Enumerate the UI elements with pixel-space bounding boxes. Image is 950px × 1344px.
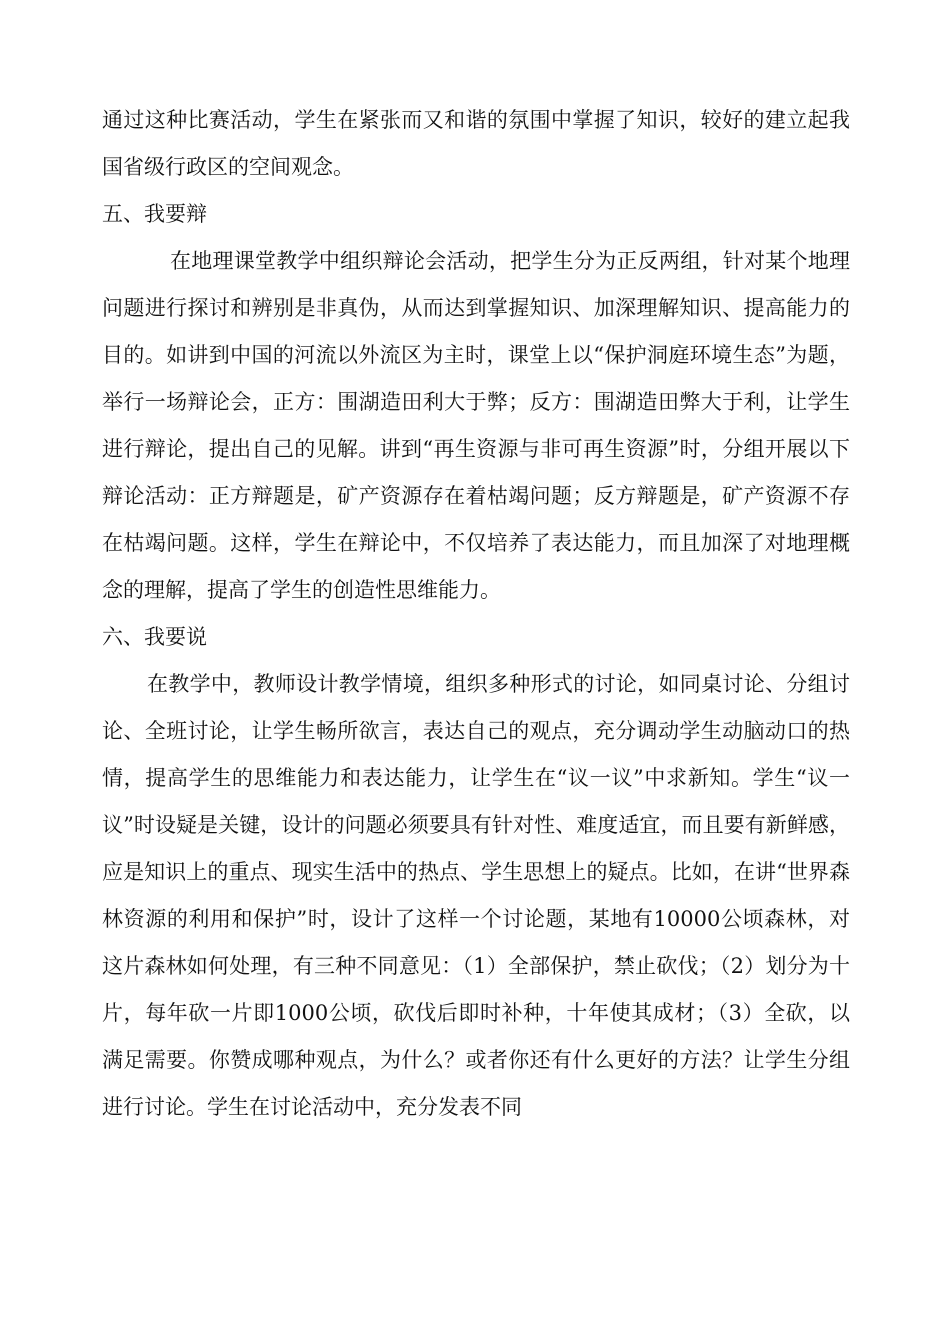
paragraph-debate: 在地理课堂教学中组织辩论会活动，把学生分为正反两组，针对某个地理问题进行探讨和辨别是非真伪，从而达到掌握知识、加深理解知识、提高能力的目的。如讲到中国的河流以外流区为主时，课堂上以“保护洞庭环境生态”为题，举行一场辩论会，正方：围湖造田利大于弊；反方：围湖造田弊大于利，让学生进行辩论，提出自己的见解。讲到“再生资源与非可再生资源”时，分组开展以下辩论活动：正方辩题是，矿产资源存在着枯竭问题；反方辩题是，矿产资源不存在枯竭问题。这样，学生在辩论中，不仅培养了表达能力，而且加深了对地理概念的理解，提高了学生的创造性思维能力。 bbox=[102, 249, 850, 602]
section-heading-speak: 六、我要说 bbox=[102, 625, 207, 649]
paragraph-speak: 在教学中，教师设计教学情境，组织多种形式的讨论，如同桌讨论、分组讨论、全班讨论，让学生畅所欲言，表达自己的观点，充分调动学生动脑动口的热情，提高学生的思维能力和表达能力，让学生在“议一议”中求新知。学生“议一议”时设疑是关键，设计的问题必须要具有针对性、难度适宜，而且要有新鲜感，应是知识上的重点、现实生活中的热点、学生思想上的疑点。比如，在讲“世界森林资源的利用和保护”时，设计了这样一个讨论题，某地有10000公顷森林，对这片森林如何处理，有三种不同意见：（1）全部保护，禁止砍伐；（2）划分为十片，每年砍一片即1000公顷，砍伐后即时补种，十年使其成材；（3）全砍，以满足需要。你赞成哪种观点，为什么？或者你还有什么更好的方法？让学生分组进行讨论。学生在讨论活动中，充分发表不同 bbox=[102, 672, 850, 1119]
document-body bbox=[102, 97, 850, 1131]
section-heading-debate: 五、我要辩 bbox=[102, 202, 207, 226]
paragraph-continuation: 通过这种比赛活动，学生在紧张而又和谐的氛围中掌握了知识，较好的建立起我国省级行政区的空间观念。 bbox=[102, 108, 850, 179]
